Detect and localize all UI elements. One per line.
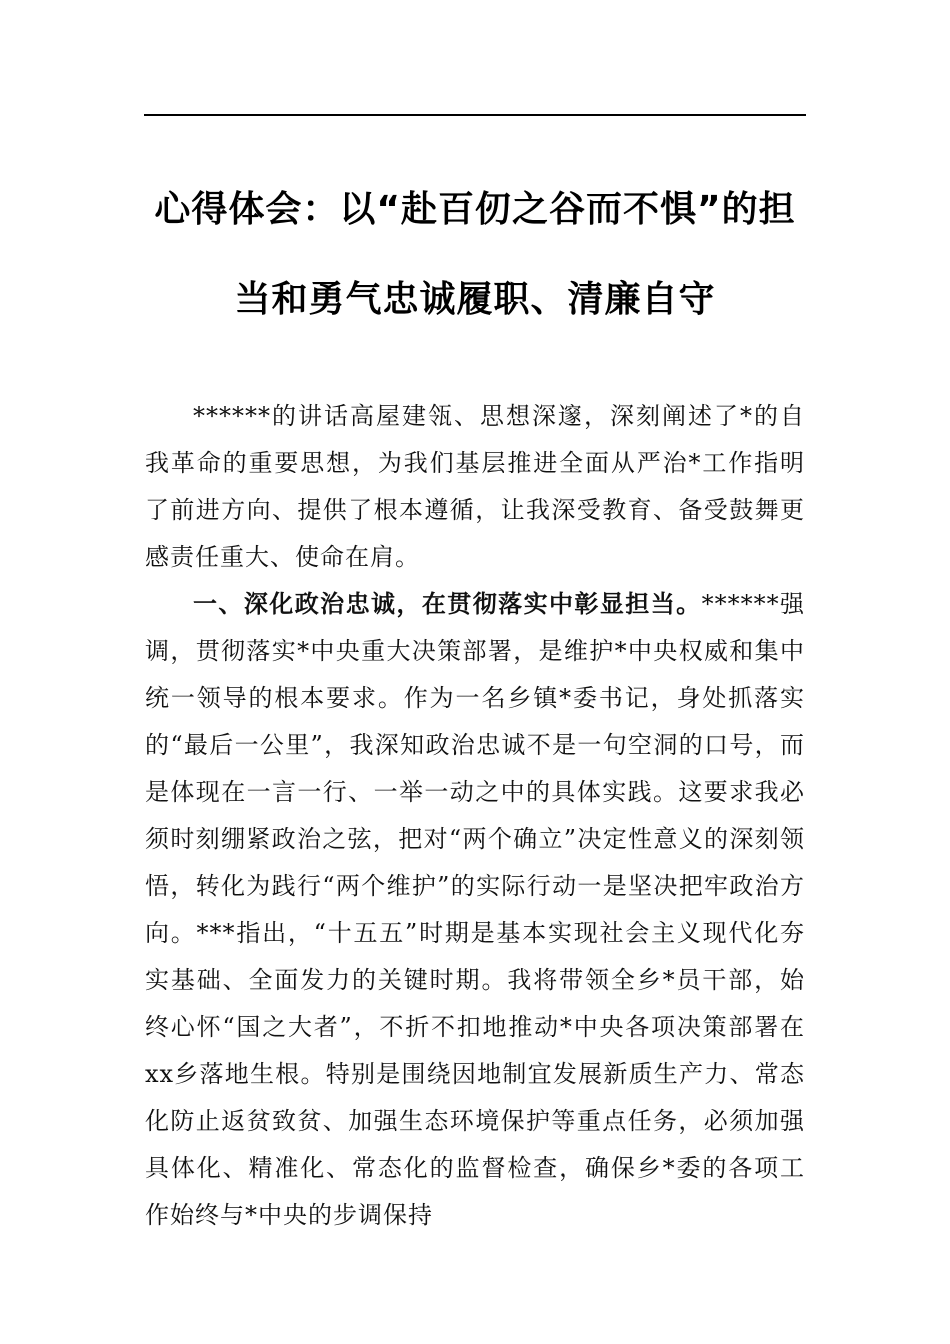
header-rule xyxy=(144,114,806,116)
paragraph-text: ******强调，贯彻落实*中央重大决策部署，是维护*中央权威和集中统一领导的根本要求。作为一名乡镇*委书记，身处抓落实的“最后一公里”，我深知政治忠诚不是一句空洞的口号，而是体现在一言一行、一举一动之中的具体实践。这要求我必须时刻绷紧政治之弦，把对“两个确立”决定性意义的深刻领悟，转化为践行“两个维护”的实际行动一是坚决把牢政治方向。***指出，“十五五”时期是基本实现社会主义现代化夯实基础、全面发力的关键时期。我将带领全乡*员干部，始终心怀“国之大者”，不折不扣地推动*中央各项决策部署在xx乡落地生根。特别是围绕因地制宜发展新质生产力、常态化防止返贫致贫、加强生态环境保护等重点任务，必须加强具体化、精准化、常态化的监督检查，确保乡*委的各项工作始终与*中央的步调保持 xyxy=(145,590,806,1229)
document-title xyxy=(130,165,820,345)
section-heading: 一、深化政治忠诚，在贯彻落实中彰显担当。 xyxy=(193,590,702,618)
paragraph-section-1 xyxy=(145,581,805,1239)
paragraph-text: ******的讲话高屋建瓴、思想深邃，深刻阐述了*的自我革命的重要思想，为我们基层推进全面从严治*工作指明了前进方向、提供了根本遵循，让我深受教育、备受鼓舞更感责任重大、使命在肩。 xyxy=(145,402,805,571)
paragraph-intro xyxy=(145,393,805,581)
title-line-1: 心得体会：以“赴百仞之谷而不惧”的担 xyxy=(154,189,796,230)
document-body xyxy=(145,393,805,1239)
title-line-2: 当和勇气忠诚履职、清廉自守 xyxy=(234,279,716,320)
